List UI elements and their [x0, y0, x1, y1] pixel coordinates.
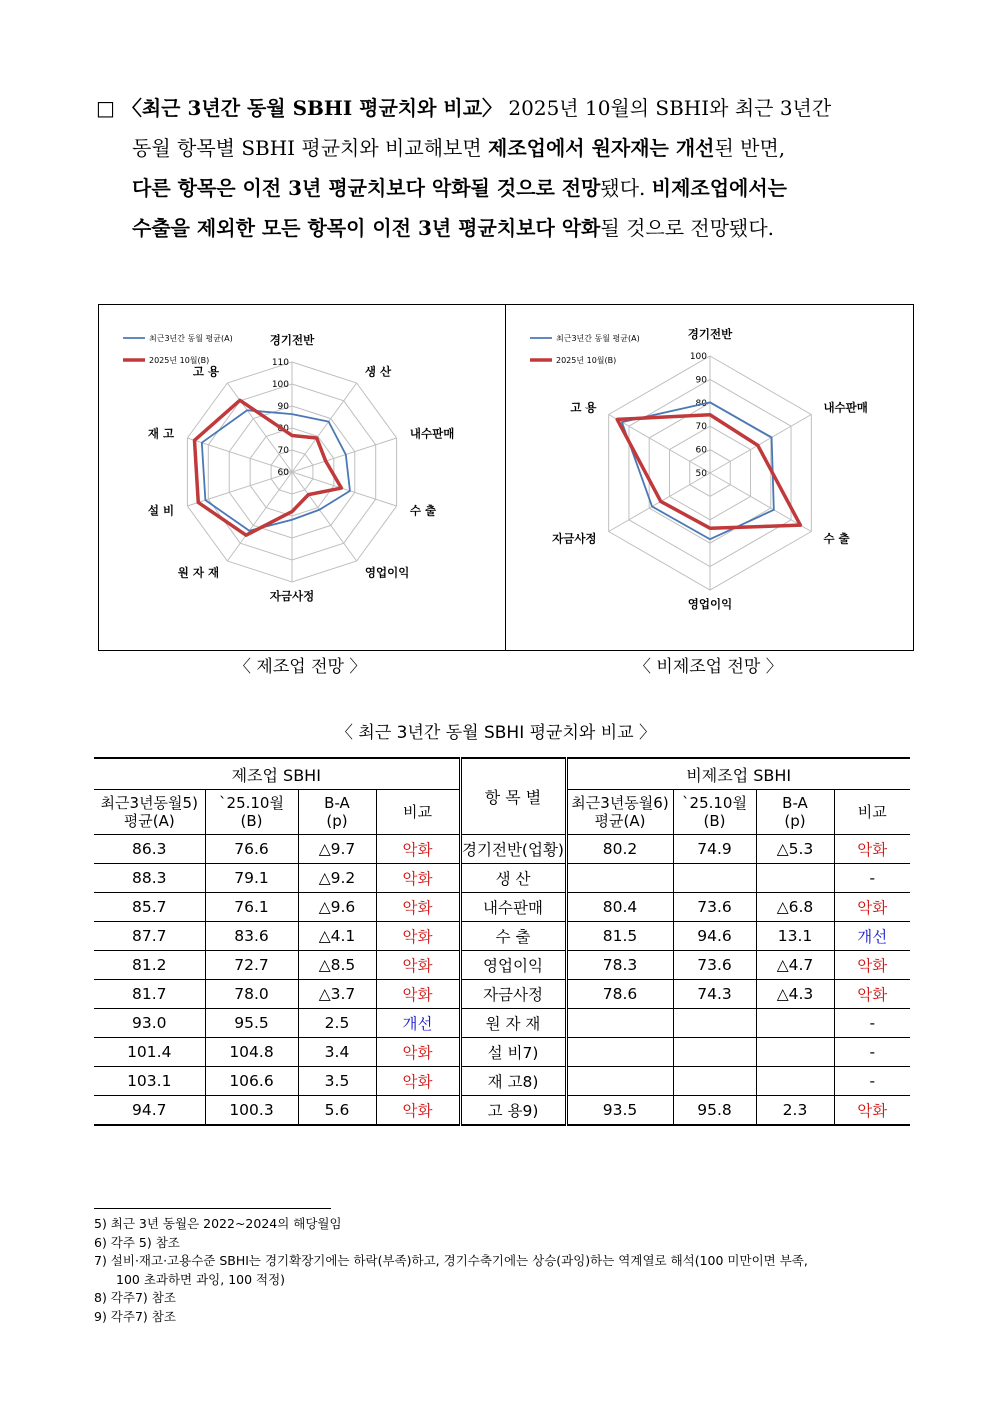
mfg-diff-cell: △9.7 [298, 835, 376, 864]
paragraph-line [96, 128, 906, 168]
table-title: 〈 최근 3년간 동월 SBHI 평균치와 비교 〉 [336, 723, 656, 743]
column-header [673, 790, 756, 835]
mfg-diff-cell: △9.6 [298, 893, 376, 922]
footnote: 9) 각주7) 참조 [94, 1308, 176, 1324]
mfg-diff-cell: △8.5 [298, 951, 376, 980]
column-header: 비교 [834, 790, 910, 835]
item-cell: 재 고8) [460, 1067, 566, 1096]
nonmfg-diff-cell: △4.7 [756, 951, 834, 980]
mfg-diff-cell: 3.5 [298, 1067, 376, 1096]
nonmfg-compare-cell: 악화 [834, 835, 910, 864]
mfg-compare-cell: 악화 [376, 893, 460, 922]
spoke-line [710, 473, 811, 532]
paragraph-bold: 제조업에서 원자재는 개선 [488, 136, 715, 160]
footnote: 7) 설비·재고·고용수준 SBHI는 경기확장기에는 하락(부족)하고, 경기수축기에는 상승(과잉)하는 역계열로 해석(100 미만이면 부족, [94, 1253, 808, 1268]
axis-label: 경기전반 [687, 327, 733, 341]
axis-label: 경기전반 [269, 333, 315, 347]
mfg-oct-cell: 104.8 [205, 1038, 298, 1067]
nonmfg-compare-cell: 악화 [834, 893, 910, 922]
axis-label: 설 비 [147, 503, 175, 518]
mfg-compare-cell: 악화 [376, 835, 460, 864]
nonmfg-oct-cell [673, 1038, 756, 1067]
paragraph-text: 됐다. [600, 176, 652, 200]
nonmfg-oct-cell [673, 1067, 756, 1096]
spoke-line [292, 438, 397, 472]
paragraph-bold: □ 〈최근 3년간 동월 SBHI 평균치와 비교〉 [96, 96, 503, 120]
item-cell: 고 용9) [460, 1096, 566, 1126]
tick-label: 80 [277, 424, 289, 434]
mfg-compare-cell: 악화 [376, 951, 460, 980]
axis-label: 고 용 [192, 364, 220, 379]
item-cell: 내수판매 [460, 893, 566, 922]
non-manufacturing-radar-chart [506, 305, 913, 650]
mfg-diff-cell: 3.4 [298, 1038, 376, 1067]
column-header [94, 790, 205, 835]
table-row [94, 1009, 910, 1038]
item-cell: 수 출 [460, 922, 566, 951]
axis-label: 원 자 재 [177, 565, 220, 580]
manufacturing-radar-chart [99, 305, 505, 650]
item-cell: 생 산 [460, 864, 566, 893]
mfg-diff-cell: 5.6 [298, 1096, 376, 1126]
mfg-oct-cell: 72.7 [205, 951, 298, 980]
nonmfg-diff-cell: △5.3 [756, 835, 834, 864]
axis-label: 영업이익 [364, 565, 410, 580]
tick-label: 90 [277, 402, 289, 412]
nonmfg-avg-cell: 80.2 [566, 835, 673, 864]
tick-label: 60 [277, 468, 289, 478]
footnote: 6) 각주 5) 참조 [94, 1234, 180, 1250]
non-manufacturing-caption: 〈 비제조업 전망 〉 [634, 657, 783, 677]
table-row [94, 951, 910, 980]
nonmfg-oct-cell: 73.6 [673, 951, 756, 980]
axis-label: 내수판매 [823, 400, 868, 415]
nonmfg-compare-cell: - [834, 1009, 910, 1038]
comparison-table [94, 757, 910, 1126]
column-header-line: (p) [784, 812, 806, 830]
mfg-oct-cell: 78.0 [205, 980, 298, 1009]
nonmfg-header: 비제조업 SBHI [566, 758, 910, 790]
legend-label: 최근3년간 동월 평균(A) [556, 334, 640, 343]
paragraph-line [96, 168, 906, 208]
table-row [94, 1038, 910, 1067]
legend-label: 2025년 10월(B) [556, 356, 617, 365]
paragraph-text: 2025년 10월의 SBHI와 최근 3년간 [502, 96, 832, 120]
table-row [94, 980, 910, 1009]
tick-label: 100 [689, 352, 707, 362]
nonmfg-compare-cell: - [834, 1067, 910, 1096]
axis-label: 영업이익 [687, 597, 733, 611]
mfg-oct-cell: 76.6 [205, 835, 298, 864]
axis-label: 생 산 [364, 364, 392, 379]
tick-label: 60 [695, 445, 707, 456]
mfg-compare-cell: 악화 [376, 922, 460, 951]
nonmfg-diff-cell: △6.8 [756, 893, 834, 922]
series-3yr-avg-line [202, 410, 350, 530]
mfg-avg-cell: 94.7 [94, 1096, 205, 1126]
axis-label: 수 출 [409, 503, 437, 518]
nonmfg-compare-cell: 개선 [834, 922, 910, 951]
column-header-line: (p) [326, 812, 348, 830]
mfg-avg-cell: 81.2 [94, 951, 205, 980]
column-header: 비교 [376, 790, 460, 835]
footnotes [94, 1215, 904, 1326]
axis-label: 수 출 [823, 531, 850, 546]
column-header [205, 790, 298, 835]
nonmfg-avg-cell [566, 864, 673, 893]
nonmfg-oct-cell: 94.6 [673, 922, 756, 951]
paragraph-text: 된 반면, [714, 136, 786, 160]
table-row [94, 864, 910, 893]
nonmfg-oct-cell: 95.8 [673, 1096, 756, 1126]
table-row [94, 835, 910, 864]
table-row [94, 922, 910, 951]
mfg-avg-cell: 88.3 [94, 864, 205, 893]
mfg-avg-cell: 81.7 [94, 980, 205, 1009]
nonmfg-avg-cell: 93.5 [566, 1096, 673, 1126]
column-header-line: 최근3년동월6) [571, 794, 669, 812]
nonmfg-compare-cell: 악화 [834, 1096, 910, 1126]
paragraph-bold: 비제조업에서는 [651, 176, 787, 200]
item-header: 항 목 별 [460, 758, 566, 835]
paragraph-bold: 수출을 제외한 모든 항목이 이전 3년 평균치보다 악화 [132, 216, 601, 240]
mfg-compare-cell: 악화 [376, 1067, 460, 1096]
footnote: 8) 각주7) 참조 [94, 1290, 176, 1305]
tick-label: 100 [271, 380, 289, 390]
legend-label: 최근3년간 동월 평균(A) [149, 334, 233, 343]
nonmfg-diff-cell [756, 1038, 834, 1067]
nonmfg-compare-cell: - [834, 864, 910, 893]
nonmfg-avg-cell [566, 1009, 673, 1038]
column-header-line: (B) [240, 812, 263, 830]
nonmfg-compare-cell: 악화 [834, 980, 910, 1009]
mfg-compare-cell: 악화 [376, 980, 460, 1009]
paragraph-line [96, 208, 906, 248]
mfg-avg-cell: 87.7 [94, 922, 205, 951]
table-row [94, 1096, 910, 1126]
charts-frame [98, 304, 914, 651]
mfg-avg-cell: 85.7 [94, 893, 205, 922]
manufacturing-caption: 〈 제조업 전망 〉 [234, 657, 367, 677]
column-header [756, 790, 834, 835]
axis-label: 자금사정 [269, 589, 315, 603]
nonmfg-oct-cell [673, 1009, 756, 1038]
nonmfg-avg-cell: 78.3 [566, 951, 673, 980]
item-cell: 설 비7) [460, 1038, 566, 1067]
column-header [298, 790, 376, 835]
mfg-avg-cell: 86.3 [94, 835, 205, 864]
paragraph-text: 될 것으로 전망됐다. [600, 216, 775, 240]
nonmfg-diff-cell [756, 864, 834, 893]
item-cell: 원 자 재 [460, 1009, 566, 1038]
item-cell: 경기전반(업황) [460, 835, 566, 864]
nonmfg-oct-cell: 74.3 [673, 980, 756, 1009]
paragraph-text: 동월 항목별 SBHI 평균치와 비교해보면 [132, 136, 489, 160]
column-header-line: 평균(A) [594, 812, 646, 830]
tick-label: 70 [695, 422, 707, 433]
mfg-compare-cell: 악화 [376, 864, 460, 893]
nonmfg-avg-cell: 81.5 [566, 922, 673, 951]
mfg-avg-cell: 101.4 [94, 1038, 205, 1067]
column-header-line: `25.10월 [219, 794, 284, 812]
footnote: 5) 최근 3년 동월은 2022~2024의 해당월임 [94, 1216, 342, 1231]
column-header-line: 평균(A) [123, 812, 175, 830]
paragraph-line [96, 88, 906, 128]
nonmfg-diff-cell [756, 1009, 834, 1038]
mfg-avg-cell: 93.0 [94, 1009, 205, 1038]
mfg-compare-cell: 개선 [376, 1009, 460, 1038]
item-cell: 영업이익 [460, 951, 566, 980]
mfg-oct-cell: 83.6 [205, 922, 298, 951]
mfg-oct-cell: 76.1 [205, 893, 298, 922]
table-row [94, 1067, 910, 1096]
nonmfg-diff-cell: 13.1 [756, 922, 834, 951]
column-header [566, 790, 673, 835]
nonmfg-avg-cell [566, 1038, 673, 1067]
nonmfg-oct-cell: 73.6 [673, 893, 756, 922]
spoke-line [292, 472, 397, 506]
nonmfg-compare-cell: - [834, 1038, 910, 1067]
item-cell: 자금사정 [460, 980, 566, 1009]
mfg-compare-cell: 악화 [376, 1038, 460, 1067]
nonmfg-avg-cell: 78.6 [566, 980, 673, 1009]
column-header-line: B-A [324, 794, 350, 812]
column-header-line: B-A [782, 794, 808, 812]
mfg-diff-cell: △9.2 [298, 864, 376, 893]
nonmfg-oct-cell [673, 864, 756, 893]
legend-label: 2025년 10월(B) [149, 356, 210, 365]
column-header-line: 최근3년동월5) [100, 794, 198, 812]
axis-label: 고 용 [570, 400, 597, 415]
nonmfg-diff-cell: 2.3 [756, 1096, 834, 1126]
summary-paragraph [96, 88, 906, 248]
column-header-line: (B) [703, 812, 726, 830]
mfg-oct-cell: 79.1 [205, 864, 298, 893]
mfg-oct-cell: 100.3 [205, 1096, 298, 1126]
tick-label: 50 [695, 469, 707, 479]
mfg-diff-cell: 2.5 [298, 1009, 376, 1038]
axis-label: 재 고 [147, 426, 175, 441]
tick-label: 70 [277, 446, 289, 456]
mfg-diff-cell: △4.1 [298, 922, 376, 951]
mfg-compare-cell: 악화 [376, 1096, 460, 1126]
tick-label: 90 [695, 375, 707, 386]
axis-label: 자금사정 [552, 531, 597, 546]
nonmfg-avg-cell [566, 1067, 673, 1096]
mfg-header: 제조업 SBHI [94, 758, 460, 790]
table-row [94, 893, 910, 922]
tick-label: 80 [695, 398, 707, 409]
column-header-line: `25.10월 [682, 794, 747, 812]
nonmfg-diff-cell: △4.3 [756, 980, 834, 1009]
axis-label: 내수판매 [409, 426, 455, 441]
nonmfg-compare-cell: 악화 [834, 951, 910, 980]
paragraph-bold: 다른 항목은 이전 3년 평균치보다 악화될 것으로 전망 [132, 176, 601, 200]
nonmfg-avg-cell: 80.4 [566, 893, 673, 922]
footnote: 100 초과하면 과잉, 100 적정) [116, 1271, 286, 1287]
tick-label: 110 [271, 358, 289, 368]
mfg-oct-cell: 106.6 [205, 1067, 298, 1096]
mfg-avg-cell: 103.1 [94, 1067, 205, 1096]
footnote-divider [94, 1208, 331, 1209]
nonmfg-oct-cell: 74.9 [673, 835, 756, 864]
nonmfg-diff-cell [756, 1067, 834, 1096]
mfg-oct-cell: 95.5 [205, 1009, 298, 1038]
mfg-diff-cell: △3.7 [298, 980, 376, 1009]
